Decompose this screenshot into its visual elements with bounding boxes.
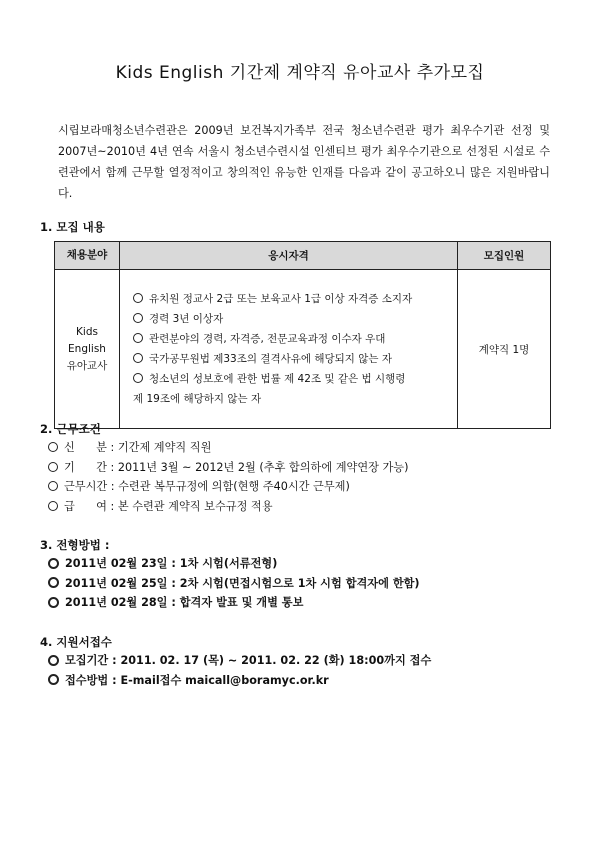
circle-bullet-icon <box>48 655 59 666</box>
qualification-text: 제 19조에 해당하지 않는 자 <box>133 393 262 405</box>
list-item <box>48 497 408 517</box>
table-header-row <box>55 242 551 270</box>
circle-bullet-icon <box>133 293 143 303</box>
circle-bullet-icon <box>48 597 59 608</box>
list-item <box>133 329 456 349</box>
intro-paragraph: 시립보라매청소년수련관은 2009년 보건복지가족부 전국 청소년수련관 평가 최우수기관 선정 및 2007년~2010년 4년 연속 서울시 청소년수련시설 인센티브 평가 최우수기관으로 선정된 시설로 수련관에서 함께 근무할 열정적이고 창의적인 유능한 인재를 다음과 같이 공고하오니 많은 지원바랍니다. <box>58 124 550 200</box>
circle-bullet-icon <box>133 373 143 383</box>
circle-bullet-icon <box>48 558 59 569</box>
qualification-text: 국가공무원법 제33조의 결격사유에 해당되지 않는 자 <box>149 353 393 365</box>
application-text: 모집기간 : 2011. 02. 17 (목) ~ 2011. 02. 22 (화) 18:00까지 접수 <box>65 654 432 667</box>
condition-text: 근무시간 : 수련관 복무규정에 의함(현행 주40시간 근무제) <box>64 480 350 493</box>
circle-bullet-icon <box>48 674 59 685</box>
header-field: 채용분야 <box>55 242 120 270</box>
condition-text: 기 간 : 2011년 3월 ~ 2012년 2월 (추후 합의하에 계약연장 가능) <box>64 460 409 474</box>
condition-text: 급 여 : 본 수련관 계약직 보수규정 적용 <box>64 499 273 513</box>
field-line: Kids <box>76 325 98 338</box>
qualification-text: 경력 3년 이상자 <box>149 313 224 325</box>
circle-bullet-icon <box>133 333 143 343</box>
list-item <box>133 309 456 329</box>
application-text: 접수방법 : E-mail접수 maicall@boramyc.or.kr <box>65 673 329 687</box>
selection-process-list <box>48 554 420 613</box>
section3-title: 3. 전형방법 : <box>40 538 110 552</box>
header-headcount: 모집인원 <box>458 242 551 270</box>
condition-text: 신 분 : 기간제 계약직 직원 <box>64 441 212 454</box>
circle-bullet-icon <box>48 501 58 511</box>
qualification-text: 관련분야의 경력, 자격증, 전문교육과정 이수자 우대 <box>149 333 386 345</box>
list-item <box>48 438 408 458</box>
list-item <box>133 349 456 369</box>
list-item <box>133 369 456 389</box>
process-text: 2011년 02월 28일 : 합격자 발표 및 개별 통보 <box>65 596 304 609</box>
field-line: 유아교사 <box>66 359 108 372</box>
section2-title: 2. 근무조건 <box>40 422 101 436</box>
table-row <box>55 270 551 429</box>
qualification-list <box>121 285 456 413</box>
list-item <box>48 574 420 594</box>
application-list <box>48 651 431 690</box>
document-title: Kids English 기간제 계약직 유아교사 추가모집 <box>115 63 485 83</box>
circle-bullet-icon <box>48 462 58 472</box>
qualification-text: 청소년의 성보호에 관한 법률 제 42조 및 같은 법 시행령 <box>149 373 406 385</box>
list-item-continuation <box>133 389 456 409</box>
qualification-cell <box>120 270 458 429</box>
header-qualification: 응시자격 <box>120 242 458 270</box>
list-item <box>48 554 420 574</box>
headcount-cell: 계약직 1명 <box>458 270 551 429</box>
circle-bullet-icon <box>48 481 58 491</box>
list-item <box>48 458 408 478</box>
list-item <box>48 477 408 497</box>
field-cell <box>55 270 120 429</box>
qualification-text: 유치원 정교사 2급 또는 보육교사 1급 이상 자격증 소지자 <box>149 293 413 305</box>
section4-title: 4. 지원서접수 <box>40 635 112 649</box>
list-item <box>48 651 431 671</box>
list-item <box>48 593 420 613</box>
list-item <box>48 671 431 691</box>
work-conditions-list <box>48 438 408 516</box>
field-line: English <box>68 342 106 355</box>
circle-bullet-icon <box>48 442 58 452</box>
process-text: 2011년 02월 23일 : 1차 시험(서류전형) <box>65 557 278 570</box>
circle-bullet-icon <box>133 353 143 363</box>
circle-bullet-icon <box>133 313 143 323</box>
recruitment-table <box>54 241 551 429</box>
circle-bullet-icon <box>48 577 59 588</box>
section1-title: 1. 모집 내용 <box>40 220 105 234</box>
list-item <box>133 289 456 309</box>
process-text: 2011년 02월 25일 : 2차 시험(면접시험으로 1차 시험 합격자에 한함) <box>65 576 420 590</box>
